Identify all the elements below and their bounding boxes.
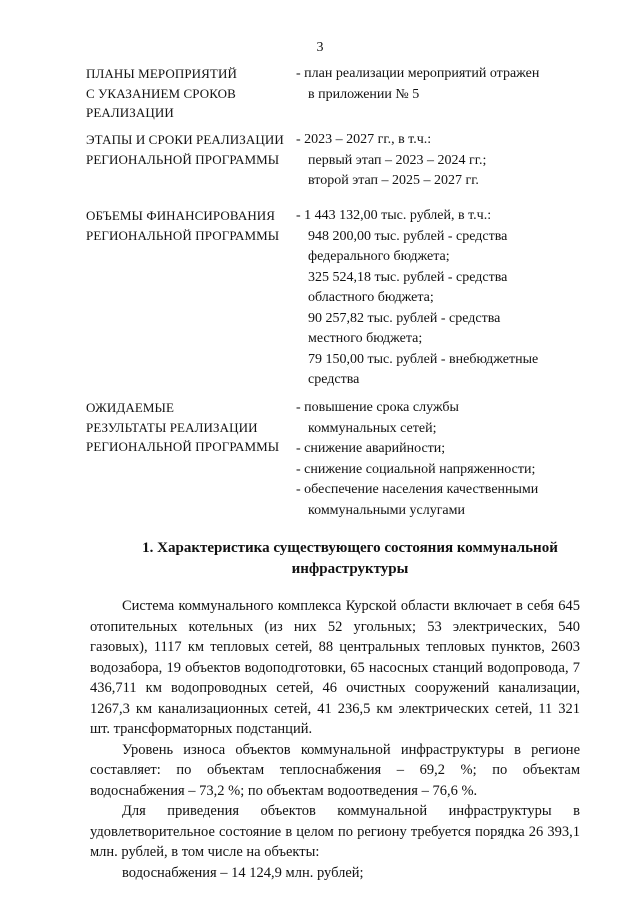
label-line: ОЖИДАЕМЫЕ (86, 400, 175, 415)
passport-label (86, 64, 296, 130)
value-line: - 2023 – 2027 гг., в т.ч.: (296, 132, 432, 147)
value-line: первый этап – 2023 – 2024 гг.; (308, 152, 487, 168)
value-line: средства (308, 372, 360, 387)
page-number: 3 (316, 40, 324, 55)
paragraph: Система коммунального комплекса Курской области включает в себя 645 отопительных котельных (из них 52 угольных; 53 электрических, 540 газовых), 1117 км тепловых сетей, 88 центральных тепловых пунктов, 2603 водозабора, 19 объектов водоподготовки, 65 насосных станций водопровода, 7 436,711 км водопроводных сетей, 46 очистных сооружений канализации, 1267,3 км канализационных сетей, 41 236,5 км электрических сетей, 11 321 шт. трансформаторных подстанций. (90, 598, 580, 737)
passport-row-plans (86, 64, 586, 130)
value-line: 90 257,82 тыс. рублей - средства (308, 310, 501, 326)
paragraph: Для приведения объектов коммунальной инфраструктуры в удовлетворительное состояние в целом по региону требуется порядка 26 393,1 млн. рублей, в том числе на объекты: (90, 803, 580, 860)
passport-label (86, 398, 296, 521)
passport-value (296, 206, 586, 398)
section-title-line: инфраструктуры (291, 561, 409, 577)
label-line: РЕЗУЛЬТАТЫ РЕАЛИЗАЦИИ (86, 419, 258, 435)
label-line: ЭТАПЫ И СРОКИ РЕАЛИЗАЦИИ (86, 132, 284, 147)
label-line: С УКАЗАНИЕМ СРОКОВ (86, 85, 236, 101)
passport-value (296, 64, 586, 130)
paragraph: Уровень износа объектов коммунальной инфраструктуры в регионе составляет: по объектам теплоснабжения – 69,2 %; по объектам водоснабжения – 73,2 %; по объектам водоотведения – 76,6 %. (90, 741, 580, 799)
value-line: - снижение социальной напряженности; (296, 461, 536, 477)
value-line: местного бюджета; (308, 331, 423, 346)
value-line: - повышение срока службы (296, 400, 459, 415)
value-line: - план реализации мероприятий отражен (296, 66, 540, 81)
label-line: РЕАЛИЗАЦИИ (86, 105, 174, 120)
label-line: РЕГИОНАЛЬНОЙ ПРОГРАММЫ (86, 227, 280, 243)
label-line: РЕГИОНАЛЬНОЙ ПРОГРАММЫ (86, 151, 280, 167)
passport-value (296, 398, 586, 521)
value-line: - снижение аварийности; (296, 441, 446, 456)
value-line: коммунальными услугами (308, 502, 466, 518)
value-line: 79 150,00 тыс. рублей - внебюджетные (308, 351, 539, 367)
paragraph: водоснабжения – 14 124,9 млн. рублей; (122, 864, 364, 881)
passport-row-stages (86, 130, 586, 206)
section-body (90, 596, 580, 883)
value-line: в приложении № 5 (308, 86, 420, 102)
program-passport-table (86, 64, 586, 521)
passport-row-financing (86, 206, 586, 398)
label-line: РЕГИОНАЛЬНОЙ ПРОГРАММЫ (86, 439, 280, 454)
value-line: 948 200,00 тыс. рублей - средства (308, 228, 508, 244)
value-line: - обеспечение населения качественными (296, 482, 539, 497)
value-line: второй этап – 2025 – 2027 гг. (308, 173, 479, 188)
passport-row-results (86, 398, 586, 521)
label-line: ПЛАНЫ МЕРОПРИЯТИЙ (86, 66, 237, 81)
section-title-line: 1. Характеристика существующего состояния коммунальной (142, 540, 558, 556)
passport-label (86, 130, 296, 206)
label-line: ОБЪЕМЫ ФИНАНСИРОВАНИЯ (86, 208, 276, 223)
section-title (120, 538, 580, 580)
value-line: - 1 443 132,00 тыс. рублей, в т.ч.: (296, 208, 492, 223)
value-line: федерального бюджета; (308, 249, 450, 264)
passport-label (86, 206, 296, 398)
value-line: областного бюджета; (308, 290, 434, 305)
value-line: коммунальных сетей; (308, 420, 437, 436)
value-line: 325 524,18 тыс. рублей - средства (308, 269, 508, 285)
passport-value (296, 130, 586, 206)
